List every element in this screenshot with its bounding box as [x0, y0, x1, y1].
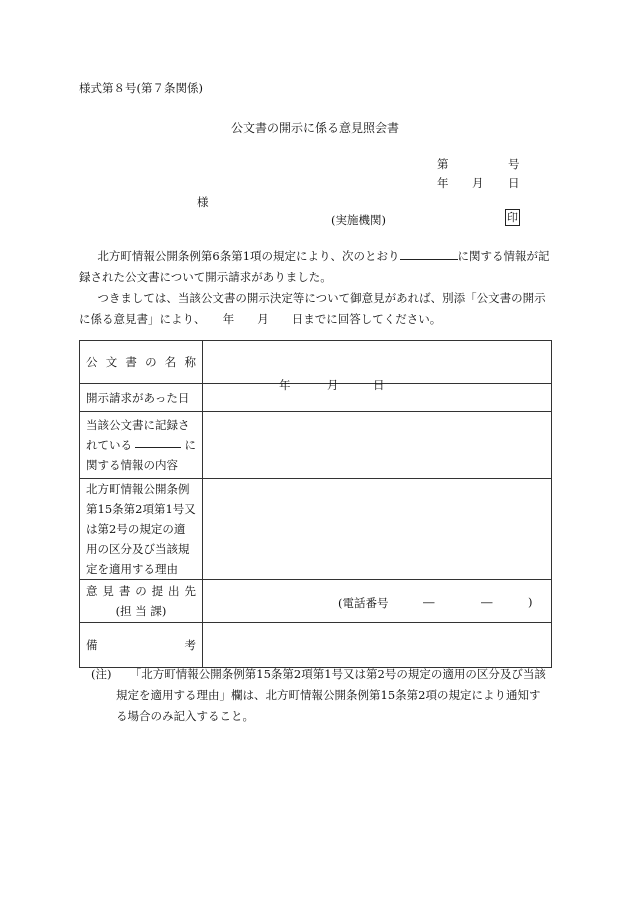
phone-number-label: (電話番号 — [338, 596, 389, 610]
document-name-label — [80, 341, 203, 384]
reason-label-line: 北方町情報公開条例 — [86, 482, 190, 496]
footnote-line-2: 規定を適用する理由」欄は、北方町情報公開条例第15条第2項の規定により通知す — [116, 688, 541, 702]
blank-underline — [400, 247, 458, 260]
info-label-line-3: 関する情報の内容 — [86, 458, 178, 472]
label-char: 文 — [105, 355, 118, 369]
footnote-line-1: 「北方町情報公開条例第15条第2項第1号又は第2号の規定の適用の区分及び当該 — [129, 667, 546, 681]
body-paragraph-1 — [79, 246, 555, 288]
info-content-label — [80, 412, 203, 479]
request-date-year: 年 — [279, 378, 291, 392]
submission-label — [80, 580, 203, 623]
request-date-month: 月 — [327, 378, 339, 392]
request-date-label: 開示請求があった日 — [80, 384, 203, 412]
submission-label-dept: (担 当 課) — [115, 604, 167, 618]
reason-label-line: 第15条第2項第1号又 — [86, 502, 196, 516]
reference-number-prefix: 第 — [437, 157, 449, 171]
label-char: 名 — [164, 355, 177, 369]
info-label-text: に — [184, 438, 196, 452]
body-paragraph-2: つきましては、当該公文書の開示決定等について御意見があれば、別添「公文書の開示に係る意見書」により、 年 月 日までに回答してください。 — [79, 291, 546, 326]
table-row-info-content — [80, 412, 552, 479]
label-char: 先 — [184, 584, 196, 598]
document-title: 公文書の開示に係る意見照会書 — [230, 121, 399, 135]
info-label-line-1: 当該公文書に記録さ — [86, 418, 190, 432]
request-date-field[interactable] — [203, 378, 552, 412]
phone-dash-2: ― — [481, 595, 493, 609]
reason-field[interactable] — [203, 479, 552, 580]
reason-label-line: 用の区分及び当該規 — [86, 542, 190, 556]
table-row-remarks — [80, 623, 552, 668]
label-char: 提 — [151, 584, 164, 598]
reason-label-line: は第2号の規定の適 — [86, 522, 186, 536]
seal-stamp: 印 — [507, 211, 518, 224]
label-char: 備 — [86, 638, 98, 652]
reason-label-line: 定を適用する理由 — [86, 562, 178, 576]
footnote-line-3: る場合のみ記入すること。 — [116, 709, 254, 723]
label-char: の — [145, 355, 157, 369]
table-row-document-name — [80, 341, 552, 384]
table-row-request-date — [80, 384, 552, 412]
body-paragraph-1-start: 北方町情報公開条例第6条第1項の規定により、次のとおり — [97, 249, 400, 263]
label-char: の — [135, 584, 147, 598]
label-char: 考 — [184, 638, 196, 652]
form-table — [79, 340, 552, 668]
footnote-body — [116, 664, 556, 727]
info-label-text: れている — [86, 438, 132, 452]
issue-date-month: 月 — [472, 176, 484, 190]
info-content-field[interactable] — [203, 412, 552, 479]
table-row-submission — [80, 580, 552, 623]
implementing-agency-label: (実施機関) — [331, 213, 386, 227]
blank-underline — [135, 435, 181, 448]
label-char: 意 — [86, 584, 98, 598]
reason-label — [80, 479, 203, 580]
label-char: 公 — [86, 355, 98, 369]
label-char: 称 — [184, 355, 196, 369]
info-label-line-2 — [86, 435, 196, 455]
remarks-field[interactable] — [203, 623, 552, 668]
phone-close-paren: ) — [528, 595, 533, 609]
body-paragraph-1-end: に関する情報が記録された公文書について開示請求がありました。 — [79, 249, 550, 284]
request-date-day: 日 — [373, 378, 385, 392]
phone-dash-1: ― — [423, 595, 435, 609]
footnote-label: (注) — [91, 667, 112, 681]
label-char: 書 — [125, 355, 137, 369]
submission-field[interactable] — [203, 580, 552, 623]
label-char: 見 — [102, 584, 114, 598]
issue-date-day: 日 — [508, 176, 520, 190]
remarks-label — [80, 623, 203, 668]
table-row-reason — [80, 479, 552, 580]
label-char: 書 — [118, 584, 131, 598]
label-char: 出 — [168, 584, 180, 598]
reference-number-suffix: 号 — [508, 157, 520, 171]
addressee-honorific: 様 — [197, 195, 209, 209]
form-number: 様式第８号(第７条関係) — [79, 81, 203, 95]
issue-date-year: 年 — [437, 176, 449, 190]
